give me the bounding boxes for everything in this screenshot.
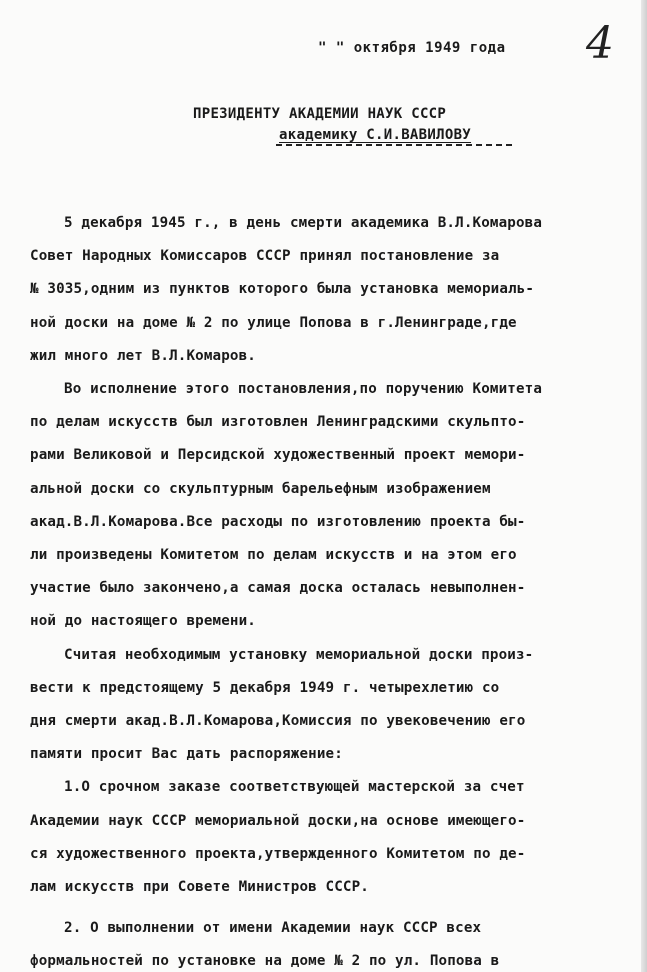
text-line: Совет Народных Комиссаров СССР принял постановление за bbox=[30, 248, 500, 265]
text-line: 2. О выполнении от имени Академии наук СССР всех bbox=[64, 920, 482, 937]
text-line: формальностей по установке на доме № 2 по ул. Попова в bbox=[30, 953, 500, 970]
document-date: " " октября 1949 года bbox=[318, 40, 506, 56]
text-line: по делам искусств был изготовлен Ленинградскими скульпто- bbox=[30, 414, 526, 431]
text-line: Академии наук СССР мемориальной доски,на основе имеющего- bbox=[30, 812, 526, 829]
text-line: ной до настоящего времени. bbox=[30, 613, 256, 630]
text-line: ной доски на доме № 2 по улице Попова в г.Ленинграде,где bbox=[30, 314, 517, 331]
handwritten-page-number: 4 bbox=[586, 18, 614, 69]
text-line: жил много лет В.Л.Комаров. bbox=[30, 347, 256, 364]
text-line: памяти просит Вас дать распоряжение: bbox=[30, 746, 343, 763]
addressee-block bbox=[193, 104, 471, 146]
text-line: 5 декабря 1945 г., в день смерти академика В.Л.Комарова bbox=[64, 215, 543, 231]
text-line: № 3035,одним из пунктов которого была установка мемориаль- bbox=[30, 281, 535, 298]
letter-body bbox=[30, 207, 640, 972]
text-line: ся художественного проекта,утвержденного Комитетом по де- bbox=[30, 845, 526, 862]
text-line: 1.О срочном заказе соответствующей мастерской за счет bbox=[64, 779, 525, 796]
text-line: участие было закончено,а самая доска осталась невыполнен- bbox=[30, 580, 526, 597]
addressee-title: ПРЕЗИДЕНТУ АКАДЕМИИ НАУК СССР bbox=[193, 106, 447, 122]
text-line: Во исполнение этого постановления,по поручению Комитета bbox=[64, 381, 543, 398]
addressee-name: академику С.И.ВАВИЛОВУ bbox=[279, 127, 472, 143]
text-line: дня смерти акад.В.Л.Комарова,Комиссия по увековечению его bbox=[30, 713, 526, 730]
text-line: акад.В.Л.Комарова.Все расходы по изготовлению проекта бы- bbox=[30, 513, 526, 530]
text-line: рами Великовой и Персидской художественный проект мемори- bbox=[30, 447, 526, 464]
scan-edge bbox=[641, 0, 647, 972]
text-line: ли произведены Комитетом по делам искусств и на этом его bbox=[30, 547, 517, 564]
addressee-underline bbox=[276, 144, 512, 146]
paragraph-gap bbox=[30, 904, 640, 912]
text-line: Считая необходимым установку мемориальной доски произ- bbox=[64, 646, 534, 663]
text-line: лам искусств при Совете Министров СССР. bbox=[30, 879, 369, 896]
text-line: альной доски со скульптурным барельефным изображением bbox=[30, 480, 491, 497]
text-line: вести к предстоящему 5 декабря 1949 г. четырехлетию со bbox=[30, 679, 500, 696]
